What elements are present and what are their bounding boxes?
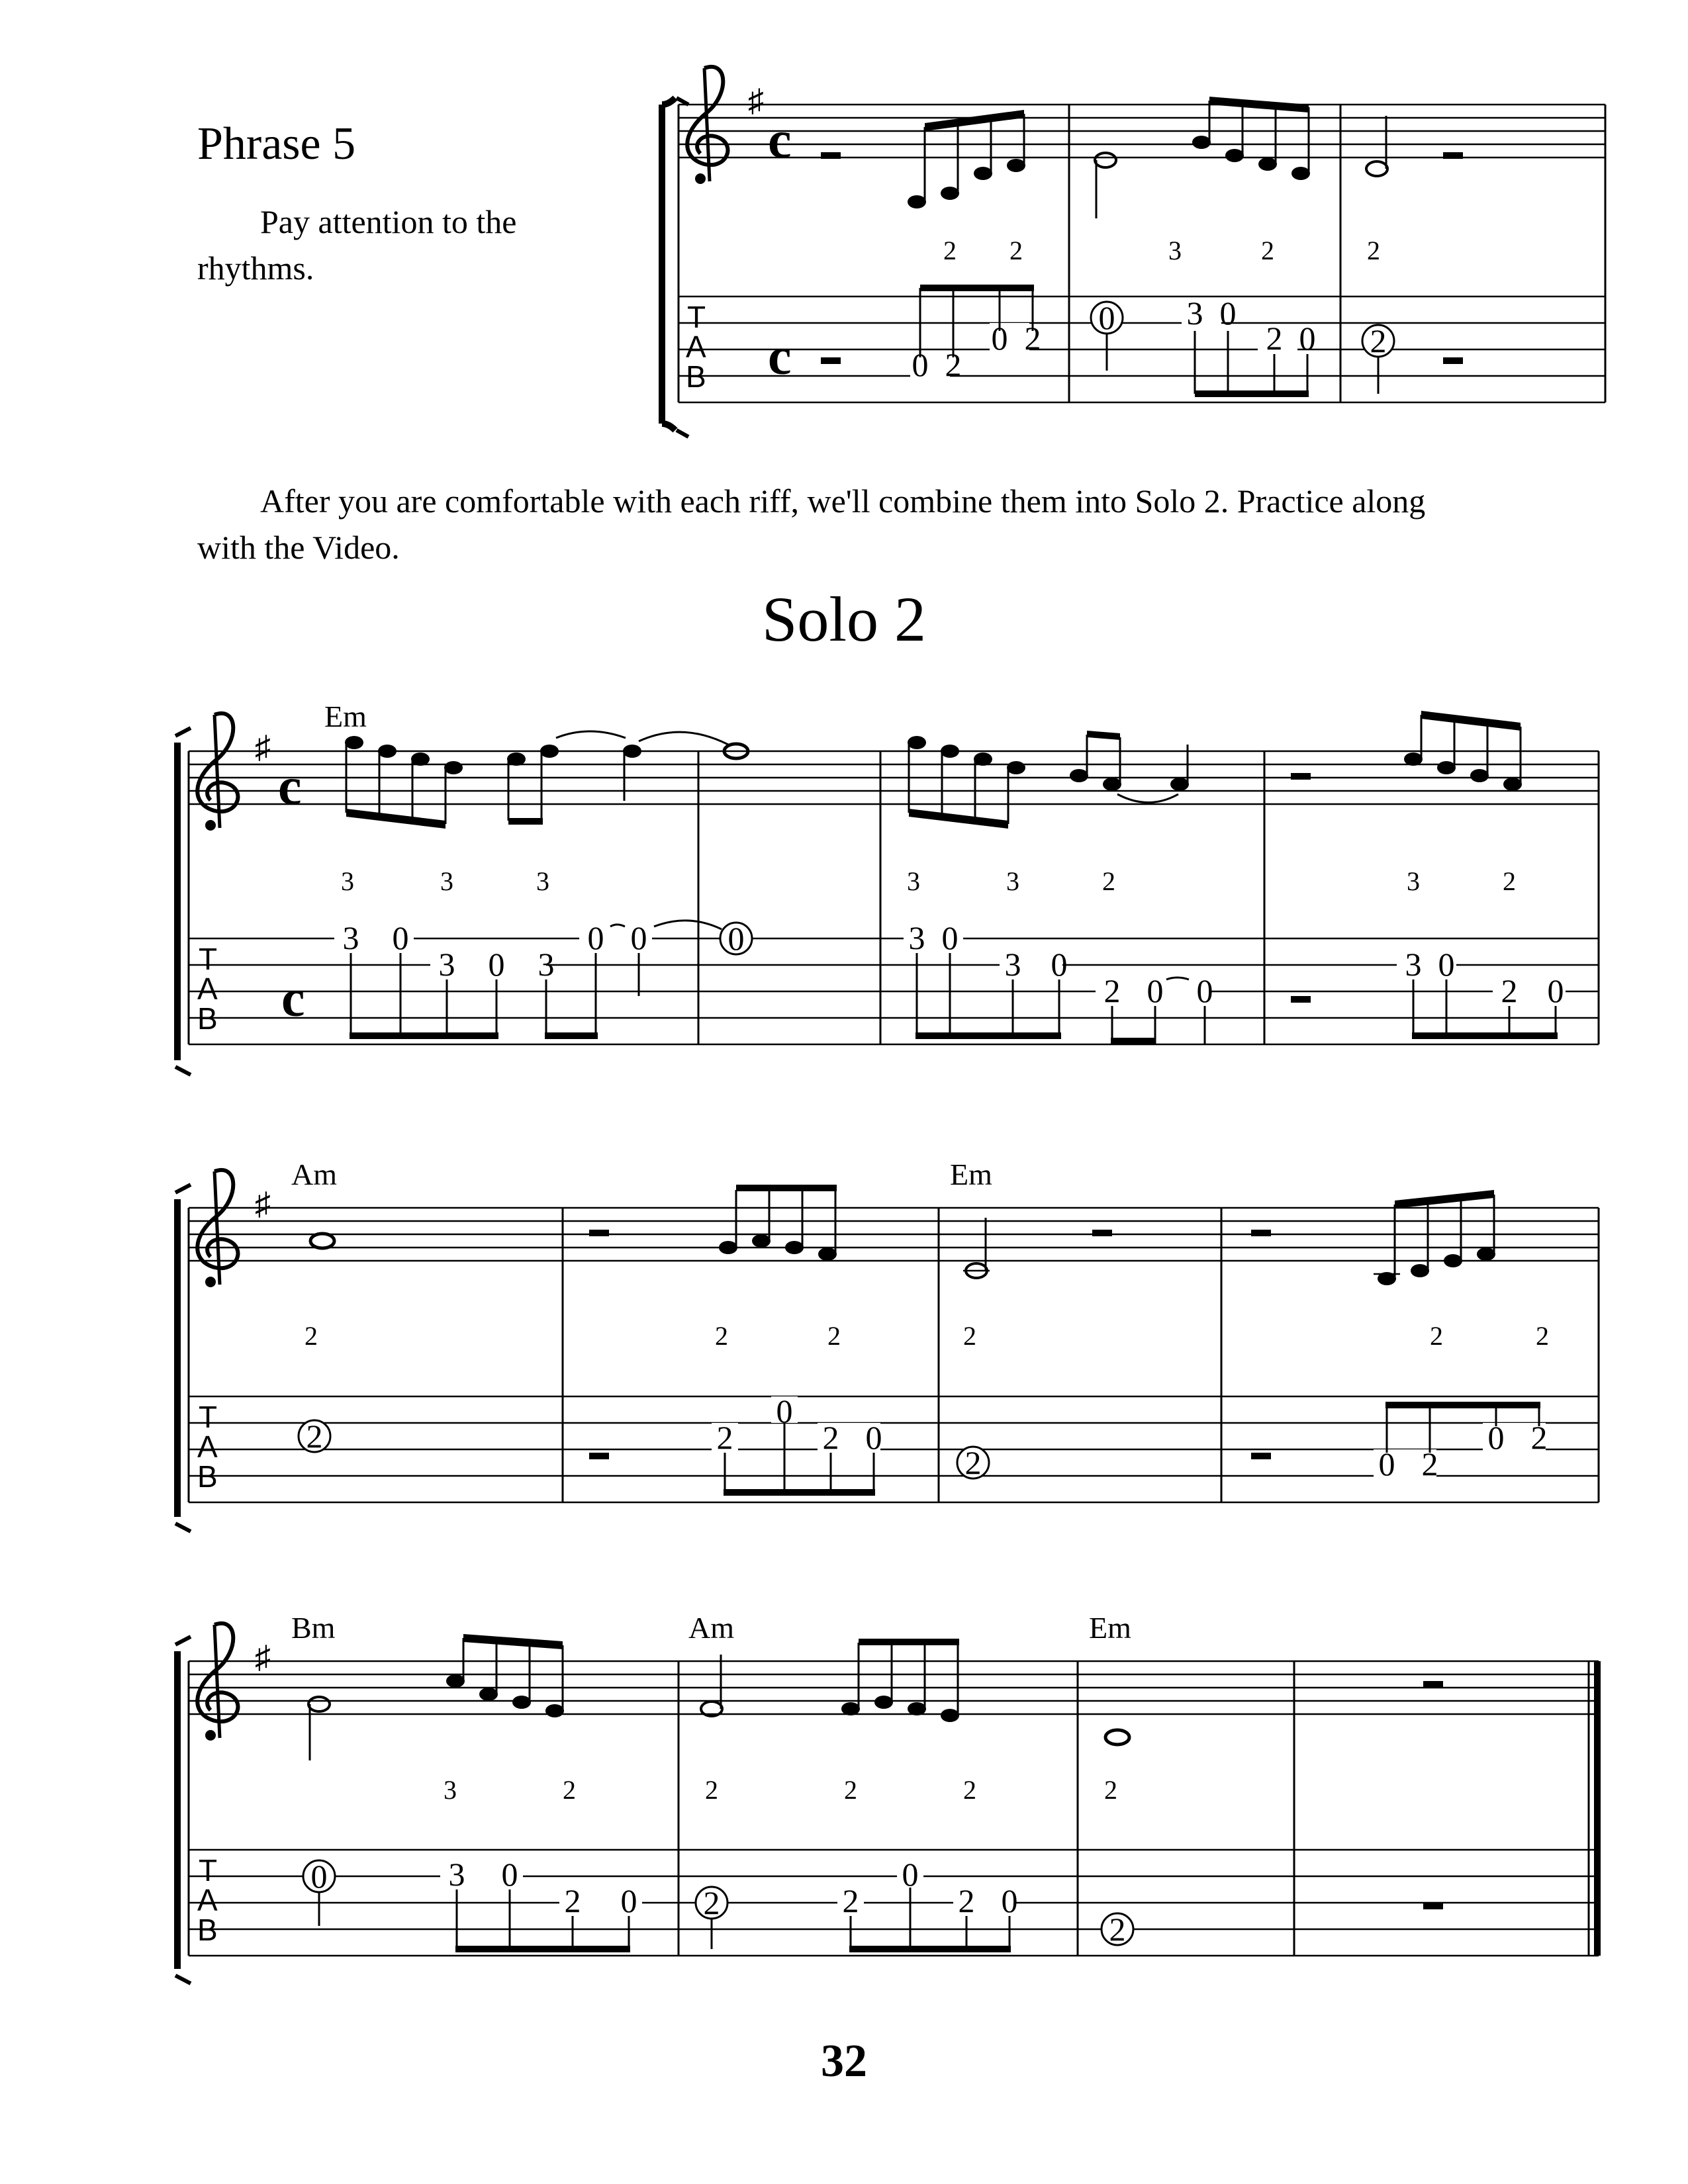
- svg-text:2: 2: [1009, 236, 1023, 265]
- key-sharp-icon: ♯: [748, 83, 764, 118]
- svg-text:2: 2: [945, 346, 962, 383]
- final-barline: [1594, 1661, 1601, 1956]
- svg-text:T: T: [687, 300, 706, 334]
- svg-text:c: c: [768, 328, 792, 386]
- svg-text:2: 2: [1370, 322, 1387, 359]
- svg-text:0: 0: [1438, 946, 1455, 983]
- svg-text:♯: ♯: [255, 1187, 271, 1222]
- phrase-instructions-line-1: Pay attention to the: [260, 203, 517, 240]
- svg-text:2: 2: [963, 1775, 976, 1805]
- solo-system-2: [175, 1158, 1599, 1531]
- solo-title: Solo 2: [761, 584, 927, 655]
- svg-text:3: 3: [1168, 236, 1182, 265]
- svg-text:0: 0: [1098, 299, 1115, 336]
- solo-system-1: [175, 700, 1599, 1075]
- svg-text:0: 0: [620, 1882, 637, 1919]
- svg-text:0: 0: [501, 1856, 518, 1893]
- svg-text:0: 0: [941, 919, 959, 956]
- svg-text:3: 3: [448, 1856, 465, 1893]
- svg-text:3: 3: [342, 919, 359, 956]
- svg-text:0: 0: [488, 946, 505, 983]
- svg-text:A: A: [197, 1883, 218, 1917]
- svg-text:♯: ♯: [255, 1640, 271, 1675]
- svg-text:2: 2: [827, 1321, 841, 1351]
- svg-text:3: 3: [341, 866, 354, 896]
- svg-text:0: 0: [630, 919, 647, 956]
- svg-text:0: 0: [865, 1419, 882, 1456]
- svg-text:3: 3: [1006, 866, 1019, 896]
- svg-text:0: 0: [1051, 946, 1068, 983]
- svg-text:3: 3: [1004, 946, 1021, 983]
- svg-text:c: c: [281, 970, 305, 1028]
- svg-text:2: 2: [564, 1882, 581, 1919]
- solo-system-3: [175, 1611, 1601, 1983]
- svg-text:2: 2: [844, 1775, 857, 1805]
- half-rest-icon: [821, 152, 841, 159]
- svg-text:0: 0: [1487, 1419, 1505, 1456]
- svg-text:2: 2: [705, 1775, 718, 1805]
- svg-text:3: 3: [1405, 946, 1422, 983]
- svg-text:3: 3: [440, 866, 453, 896]
- svg-text:3: 3: [538, 946, 555, 983]
- svg-text:3: 3: [1186, 295, 1203, 332]
- svg-text:2: 2: [1103, 972, 1121, 1009]
- chord-label: Am: [688, 1611, 734, 1645]
- svg-text:2: 2: [715, 1321, 728, 1351]
- svg-text:2: 2: [1536, 1321, 1549, 1351]
- svg-text:B: B: [686, 359, 706, 394]
- svg-text:3: 3: [444, 1775, 457, 1805]
- svg-text:0: 0: [1299, 320, 1316, 357]
- svg-text:2: 2: [822, 1419, 839, 1456]
- svg-text:0: 0: [1547, 972, 1564, 1009]
- phrase-title: Phrase 5: [197, 118, 356, 169]
- svg-text:B: B: [197, 1001, 218, 1036]
- svg-text:2: 2: [1430, 1321, 1443, 1351]
- system-bracket: [662, 98, 675, 430]
- svg-text:T: T: [199, 1853, 218, 1888]
- svg-text:2: 2: [842, 1882, 859, 1919]
- svg-text:2: 2: [1367, 236, 1380, 265]
- chord-label: Bm: [291, 1611, 336, 1645]
- chord-label: Em: [1089, 1611, 1131, 1645]
- svg-text:2: 2: [1530, 1419, 1548, 1456]
- svg-text:0: 0: [776, 1392, 793, 1430]
- svg-text:2: 2: [1501, 972, 1518, 1009]
- svg-text:3: 3: [907, 866, 920, 896]
- svg-text:0: 0: [392, 919, 409, 956]
- svg-text:T: T: [199, 1400, 218, 1434]
- svg-text:0: 0: [1378, 1445, 1395, 1482]
- svg-text:0: 0: [1001, 1882, 1018, 1919]
- svg-text:3: 3: [536, 866, 549, 896]
- svg-text:0: 0: [912, 346, 929, 383]
- svg-text:0: 0: [902, 1856, 919, 1893]
- svg-text:2: 2: [963, 1321, 976, 1351]
- phrase-instructions-line-2: rhythms.: [197, 250, 314, 287]
- svg-text:A: A: [197, 1430, 218, 1464]
- page-number: 32: [821, 2036, 867, 2087]
- svg-text:2: 2: [563, 1775, 576, 1805]
- chord-label: Em: [950, 1158, 992, 1191]
- svg-text:0: 0: [587, 919, 604, 956]
- svg-text:2: 2: [1266, 320, 1283, 357]
- svg-text:A: A: [197, 972, 218, 1006]
- svg-text:2: 2: [964, 1444, 982, 1481]
- svg-text:2: 2: [1261, 236, 1274, 265]
- svg-text:2: 2: [305, 1321, 318, 1351]
- phrase5-system: [662, 67, 1605, 437]
- svg-text:3: 3: [908, 919, 925, 956]
- svg-text:3: 3: [1407, 866, 1420, 896]
- svg-text:0: 0: [1196, 972, 1213, 1009]
- svg-text:2: 2: [306, 1418, 323, 1455]
- svg-text:2: 2: [1109, 1911, 1126, 1948]
- svg-text:2: 2: [1503, 866, 1516, 896]
- svg-text:2: 2: [1024, 320, 1041, 357]
- chord-label: Em: [324, 700, 367, 733]
- svg-text:A: A: [686, 330, 706, 364]
- svg-text:B: B: [197, 1459, 218, 1494]
- svg-text:2: 2: [1104, 1775, 1117, 1805]
- svg-text:2: 2: [958, 1882, 975, 1919]
- svg-text:2: 2: [716, 1419, 733, 1456]
- svg-text:2: 2: [1421, 1445, 1438, 1482]
- treble-clef-icon: [687, 67, 727, 184]
- time-sig-c-icon: c: [768, 111, 792, 169]
- svg-text:0: 0: [310, 1858, 328, 1895]
- svg-text:T: T: [199, 942, 218, 976]
- tab-staff: [679, 296, 1605, 402]
- svg-text:3: 3: [438, 946, 455, 983]
- standard-staff: [679, 105, 1605, 158]
- svg-text:♯: ♯: [255, 730, 271, 765]
- svg-text:0: 0: [1219, 295, 1237, 332]
- svg-text:2: 2: [703, 1884, 720, 1921]
- svg-text:0: 0: [1147, 972, 1164, 1009]
- svg-text:0: 0: [991, 320, 1008, 357]
- svg-text:B: B: [197, 1913, 218, 1947]
- svg-text:0: 0: [727, 920, 745, 957]
- intro-paragraph: After you are comfortable with each riff, we'll combine them into Solo 2. Practice along with the Video.: [197, 482, 1426, 566]
- svg-text:2: 2: [1102, 866, 1115, 896]
- chord-label: Am: [291, 1158, 337, 1191]
- barlines: [679, 105, 1605, 402]
- svg-text:2: 2: [943, 236, 957, 265]
- svg-text:c: c: [278, 758, 302, 816]
